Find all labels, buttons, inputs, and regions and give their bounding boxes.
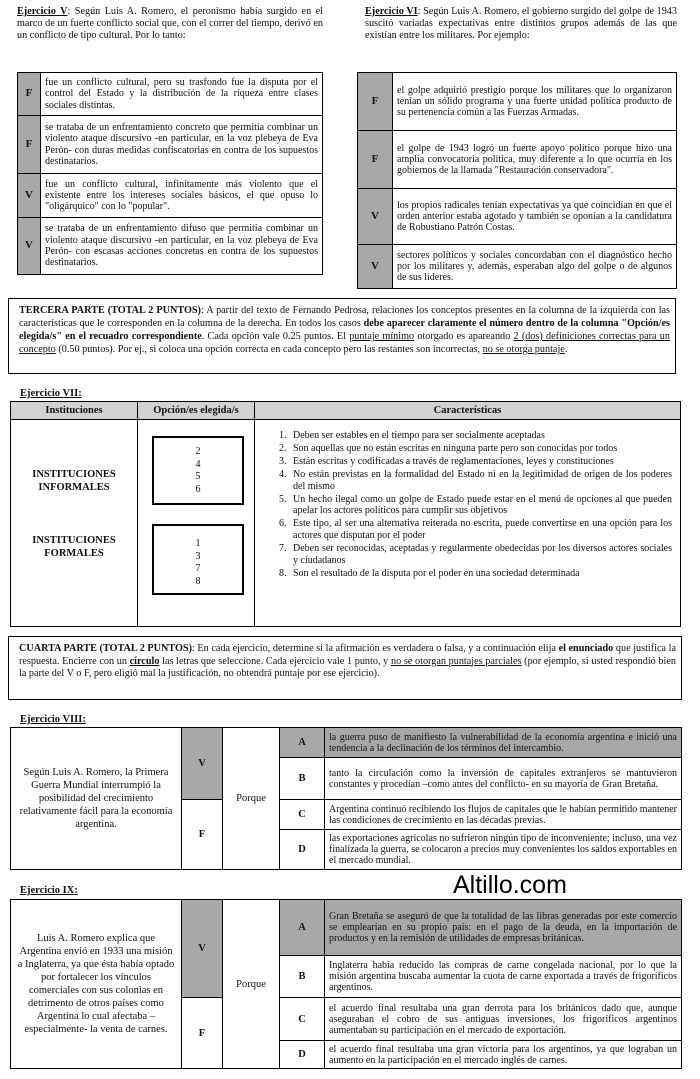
ej8-option-letter[interactable]: C [280, 800, 325, 830]
ej8-table [10, 727, 682, 870]
ej5-option: fue un conflicto cultural, infinitamente más violento que el existente entre los intereses sociales básicos, el que opuso lo "oligárquico" con lo "popular". [41, 174, 323, 218]
ej5-intro: Ejercicio V: Según Luis A. Romero, el peronismo había surgido en el marco de un fuerte conflicto social que, con el correr del tiempo, derivó en un conflicto de tipo cultural. Por lo tanto: [17, 6, 323, 41]
ej6-option: los propios radicales tenían expectativas ya que coincidían en que el orden anterior estaba agotado y también se oponían a la candidatura de Robustiano Patrón Costas. [393, 189, 677, 245]
ej8-porque: Porque [223, 728, 280, 870]
ej5-label: Ejercicio V [17, 6, 68, 17]
ej6-option: el golpe de 1943 logró un fuerte apoyo político porque hizo una amplia convocatoria política, muy diferente a lo que ocurría en los gobiernos de la llamada "Restauración conservadora". [393, 131, 677, 189]
ej9-option-text: el acuerdo final resultaba una gran victoria para los argentinos, ya que lograban un aumento en la participación en el mercado inglés de carnes. [325, 1041, 682, 1069]
parte3-box: TERCERA PARTE (TOTAL 2 PUNTOS): A partir del texto de Fernando Pedrosa, relaciones los conceptos presentes en la columna de la izquierda con las características que le corresponden en la columna de la derecha. En todos los casos debe aparecer claramente el número dentro de la columna "Opción/es elegida/s" en el recuadro correspondiente. Cada opción vale 0.25 puntos. El puntaje mínimo otorgado es apareando 2 (dos) definiciones correctas para un concepto (0.50 puntos). Por ej., si coloca una opción correcta en cada concepto pero las restantes son incorrectas, no se otorga puntaje. [8, 298, 676, 374]
caracteristica-item: 3. Están escritas y codificadas a través de reglamentaciones, leyes y constituciones [289, 456, 672, 468]
parte4-box: CUARTA PARTE (TOTAL 2 PUNTOS): En cada ejercicio, determine si la afirmación es verdadera o falsa, y a continuación elija el enunciado que justifica la respuesta. Encierre con un círculo las letras que seleccione. Cada ejercicio vale 1 punto, y no se otorgan puntajes parciales (por ejemplo, si usted respondió bien la parte del V o F, pero eligió mal la justificación, no obtendrá puntaje por ese ejercicio). [8, 636, 682, 700]
ej8-false-option[interactable]: F [182, 800, 223, 870]
ej6-key: F [358, 131, 393, 189]
ej8-option-text: tanto la circulación como la inversión de capitales extranjeros se mantuvieron constantes y procedían –como antes del conflicto- en su mayoría de Gran Bretaña. [325, 758, 682, 800]
ej5-option: se trataba de un enfrentamiento concreto que permitía combinar un violento ataque discursivo -en particular, en la voz plebeya de Eva Perón- con duras medidas confiscatorias en contra de los supuestos destinatarios. [41, 116, 323, 174]
ej9-option-letter[interactable]: A [280, 900, 325, 956]
ej6-option: el golpe adquirió prestigio porque los militares que lo organizaron tenían un sólido programa y una fuerte unidad política producto de su pertenencia común a las Fuerzas Armadas. [393, 73, 677, 131]
ej9-table [10, 899, 682, 1069]
ej5-key: V [18, 218, 41, 275]
ej8-option-text: las exportaciones agrícolas no sufrieron ningún tipo de inconveniente; incluso, una vez finalizada la guerra, se colocaron a precios muy convenientes los saldos exportables en el mercado mundial. [325, 830, 682, 870]
ej5-option: se trataba de un enfrentamiento difuso que permitía combinar un violento ataque discursivo -en particular, en la voz plebeya de Eva Perón- con escasas acciones concretas en contra de los supuestos destinatarios. [41, 218, 323, 275]
ej6-key: F [358, 73, 393, 131]
opts-formales-box[interactable] [152, 524, 244, 595]
opts-informales-box[interactable] [152, 436, 244, 505]
ej9-porque: Porque [223, 900, 280, 1069]
ej6-key: V [358, 189, 393, 245]
ej9-option-text: Gran Bretaña se aseguró de que la totalidad de las libras generadas por este comercio se emplearían en su propio país: en el pago de la deuda, en la importación de productos y en la remisión de utilidades de empresas británicas. [325, 900, 682, 956]
ej7-table [10, 401, 681, 627]
ej7-label: Ejercicio VII: [20, 388, 82, 399]
ej5-key: F [18, 73, 41, 116]
ej6-table [357, 72, 677, 289]
ej9-statement: Luis A. Romero explica que Argentina envió en 1933 una misión a Inglaterra, ya que ésta había optado por fortalecer los vínculos comerciales con sus colonias en detrimento de otros países como Argentina lo cual afectaba –especialmente- la venta de carnes. [11, 900, 182, 1069]
caracteristica-item: 6. Este tipo, al ser una alternativa reiterada no escrita, puede convertirse en una opción para los actores que disputan por el poder [289, 518, 672, 542]
watermark-text: Altillo.com [453, 871, 567, 899]
ej9-option-text: Inglaterra había reducido las compras de carne congelada nacional, por lo que la misión argentina buscaba aumentar la cuota de carne exportada a través de frigoríficos argentinos. [325, 956, 682, 998]
ej6-intro: Ejercicio VI: Según Luis A. Romero, el gobierno surgido del golpe de 1943 suscitó variadas expectativas entre distintos grupos además de las que existían entre los militares. Por ejemplo: [365, 6, 677, 41]
ej5-option: fue un conflicto cultural, pero su trasfondo fue la disputa por el control del Estado y la distribución de la riqueza entre clases sociales distintas. [41, 73, 323, 116]
opt-number: 7 [195, 563, 201, 574]
ej8-statement: Según Luis A. Romero, la Primera Guerra Mundial interrumpió la posibilidad del crecimiento relativamente fácil para la economía argentina. [11, 728, 182, 870]
ej8-option-text: Argentina continuó recibiendo los flujos de capitales que le habían permitido mantener las condiciones de crecimiento en las décadas previas. [325, 800, 682, 830]
opt-number: 8 [195, 575, 201, 587]
ej7-header-caracteristicas: Características [255, 402, 681, 420]
ej9-option-text: el acuerdo final resultaba una gran derrota para los británicos dado que, aunque aseguraban el cobro de sus antiguas inversiones, los frigoríficos argentinos aumentaban su participación en el mercado de exportación. [325, 998, 682, 1041]
caracteristica-item: 1. Deben ser estables en el tiempo para ser socialmente aceptadas [289, 430, 672, 442]
ej7-header-opciones: Opción/es elegida/s [138, 402, 255, 420]
opt-number: 5 [195, 471, 201, 482]
ej9-true-option[interactable]: V [182, 900, 223, 998]
opt-number: 4 [195, 458, 201, 470]
caracteristicas-list [255, 430, 672, 580]
ej9-label: Ejercicio IX: [20, 885, 78, 896]
ej5-table [17, 72, 323, 275]
ej8-option-letter[interactable]: A [280, 728, 325, 758]
caracteristica-item: 2. Son aquellas que no están escritas en ninguna parte pero son conocidas por todos [289, 443, 672, 455]
inst-formales: INSTITUCIONES FORMALES [32, 535, 116, 559]
caracteristica-item: 5. Un hecho ilegal como un golpe de Estado puede estar en el menú de opciones al que pueden apelar los actores políticos para cumplir sus objetivos [289, 494, 672, 518]
ej7-header-instituciones: Instituciones [11, 402, 138, 420]
inst-informales: INSTITUCIONES INFORMALES [32, 469, 116, 493]
ej8-option-letter[interactable]: B [280, 758, 325, 800]
opt-number: 3 [195, 550, 201, 562]
ej8-true-option[interactable]: V [182, 728, 223, 800]
ej9-option-letter[interactable]: B [280, 956, 325, 998]
caracteristica-item: 8. Son el resultado de la disputa por el poder en una sociedad determinada [289, 568, 672, 580]
opt-number: 1 [195, 538, 201, 549]
opt-number: 2 [195, 446, 201, 457]
ej9-false-option[interactable]: F [182, 998, 223, 1069]
ej6-option: sectores políticos y sociales concordaban con el diagnóstico hecho por los militares y, además, esperaban algo del golpe o de algunos de sus líderes. [393, 245, 677, 289]
ej6-label: Ejercicio VI [365, 6, 418, 17]
ej8-label: Ejercicio VIII: [20, 714, 86, 725]
ej8-option-letter[interactable]: D [280, 830, 325, 870]
parte4-title: CUARTA PARTE (TOTAL 2 PUNTOS) [19, 643, 192, 654]
caracteristica-item: 4. No están previstas en la formalidad del Estado ni en la legitimidad de origen de los poderes del mismo [289, 469, 672, 493]
parte3-title: TERCERA PARTE (TOTAL 2 PUNTOS) [19, 305, 201, 316]
caracteristica-item: 7. Deben ser reconocidas, aceptadas y regularmente obedecidas por los diversos actores sociales y ciudadanos [289, 543, 672, 567]
ej5-key: V [18, 174, 41, 218]
opt-number: 6 [195, 483, 201, 495]
ej6-key: V [358, 245, 393, 289]
ej9-option-letter[interactable]: C [280, 998, 325, 1041]
ej8-option-text: la guerra puso de manifiesto la vulnerabilidad de la economía argentina e inició una tendencia a la declinación de los términos del intercambio. [325, 728, 682, 758]
ej5-key: F [18, 116, 41, 174]
ej9-option-letter[interactable]: D [280, 1041, 325, 1069]
